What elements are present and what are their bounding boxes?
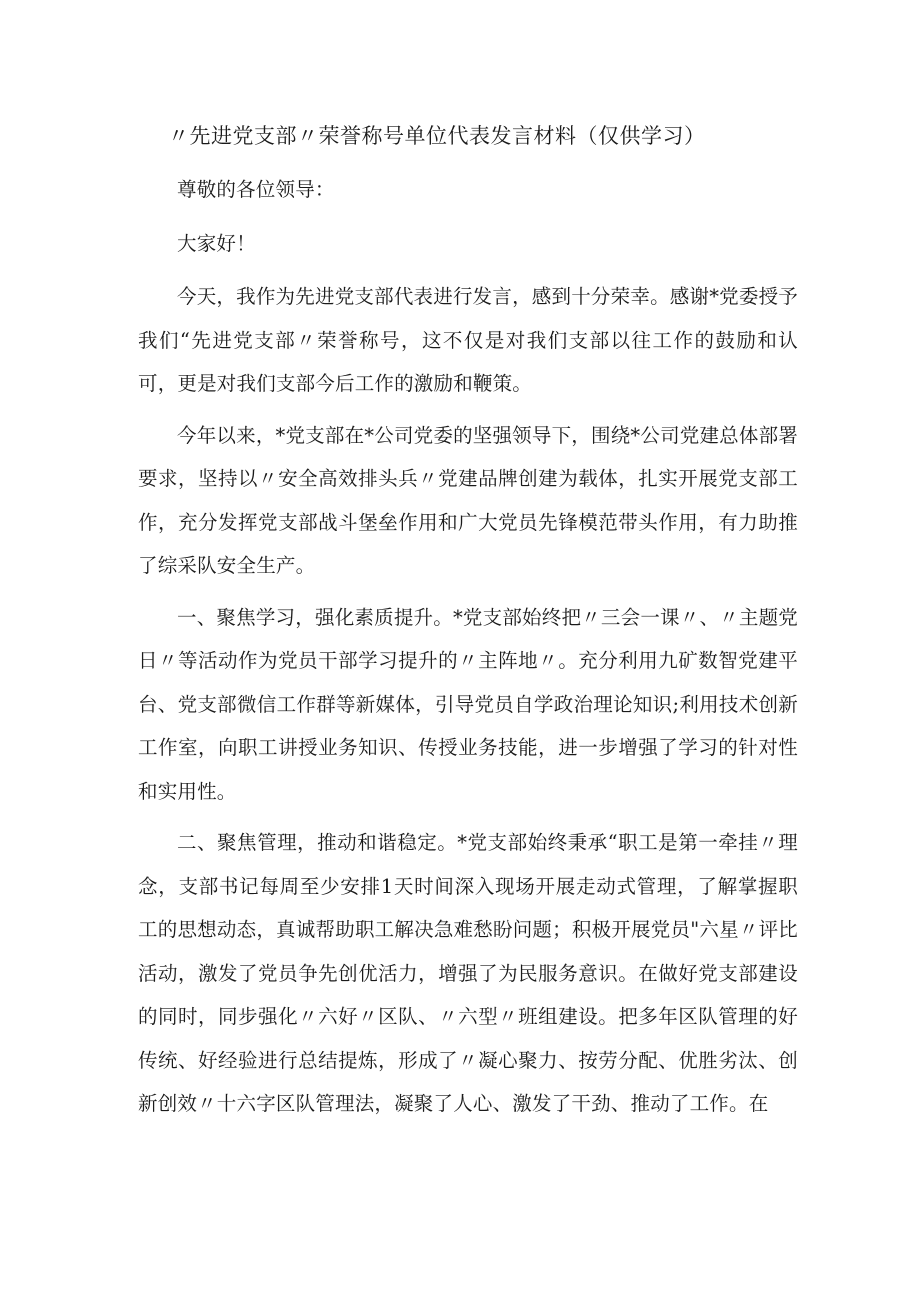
greeting: 大家好！: [177, 231, 256, 255]
paragraph-4: 二、聚焦管理，推动和谐稳定。*党支部始终秉承“职工是第一牵挂〃理念，支部书记每周至少安排1天时间深入现场开展走动式管理，了解掌握职工的思想动态，真诚帮助职工解决急难愁盼问题；积极开展党员"六星〃评比活动，激发了党员争先创优活力，增强了为民服务意识。在做好党支部建设的同时，同步强化〃六好〃区队、〃六型〃班组建设。把多年区队管理的好传统、好经验进行总结提炼，形成了〃凝心聚力、按劳分配、优胜劣汰、创新创效〃十六字区队管理法，凝聚了人心、激发了干劲、推动了工作。在: [138, 831, 798, 1115]
paragraph-3: 一、聚焦学习，强化素质提升。*党支部始终把〃三会一课〃、〃主题党日〃等活动作为党员干部学习提升的〃主阵地〃。充分利用九矿数智党建平台、党支部微信工作群等新媒体，引导党员自学政治理论知识;利用技术创新工作室，向职工讲授业务知识、传授业务技能，进一步增强了学习的针对性和实用性。: [138, 605, 798, 803]
paragraph-2: 今年以来，*党支部在*公司党委的坚强领导下，围绕*公司党建总体部署要求，坚持以〃安全高效排头兵〃党建品牌创建为载体，扎实开展党支部工作，充分发挥党支部战斗堡垒作用和广大党员先锋模范带头作用，有力助推了综采队安全生产。: [138, 423, 798, 577]
document-title: 〃先进党支部〃荣誉称号单位代表发言材料（仅供学习）: [168, 124, 706, 148]
document-body: [138, 168, 798, 1134]
salutation: 尊敬的各位领导：: [177, 178, 335, 201]
paragraph-1: 今天，我作为先进党支部代表进行发言，感到十分荣幸。感谢*党委授予我们“先进党支部〃荣誉称号，这不仅是对我们支部以往工作的鼓励和认可，更是对我们支部今后工作的激励和鞭策。: [138, 285, 798, 395]
